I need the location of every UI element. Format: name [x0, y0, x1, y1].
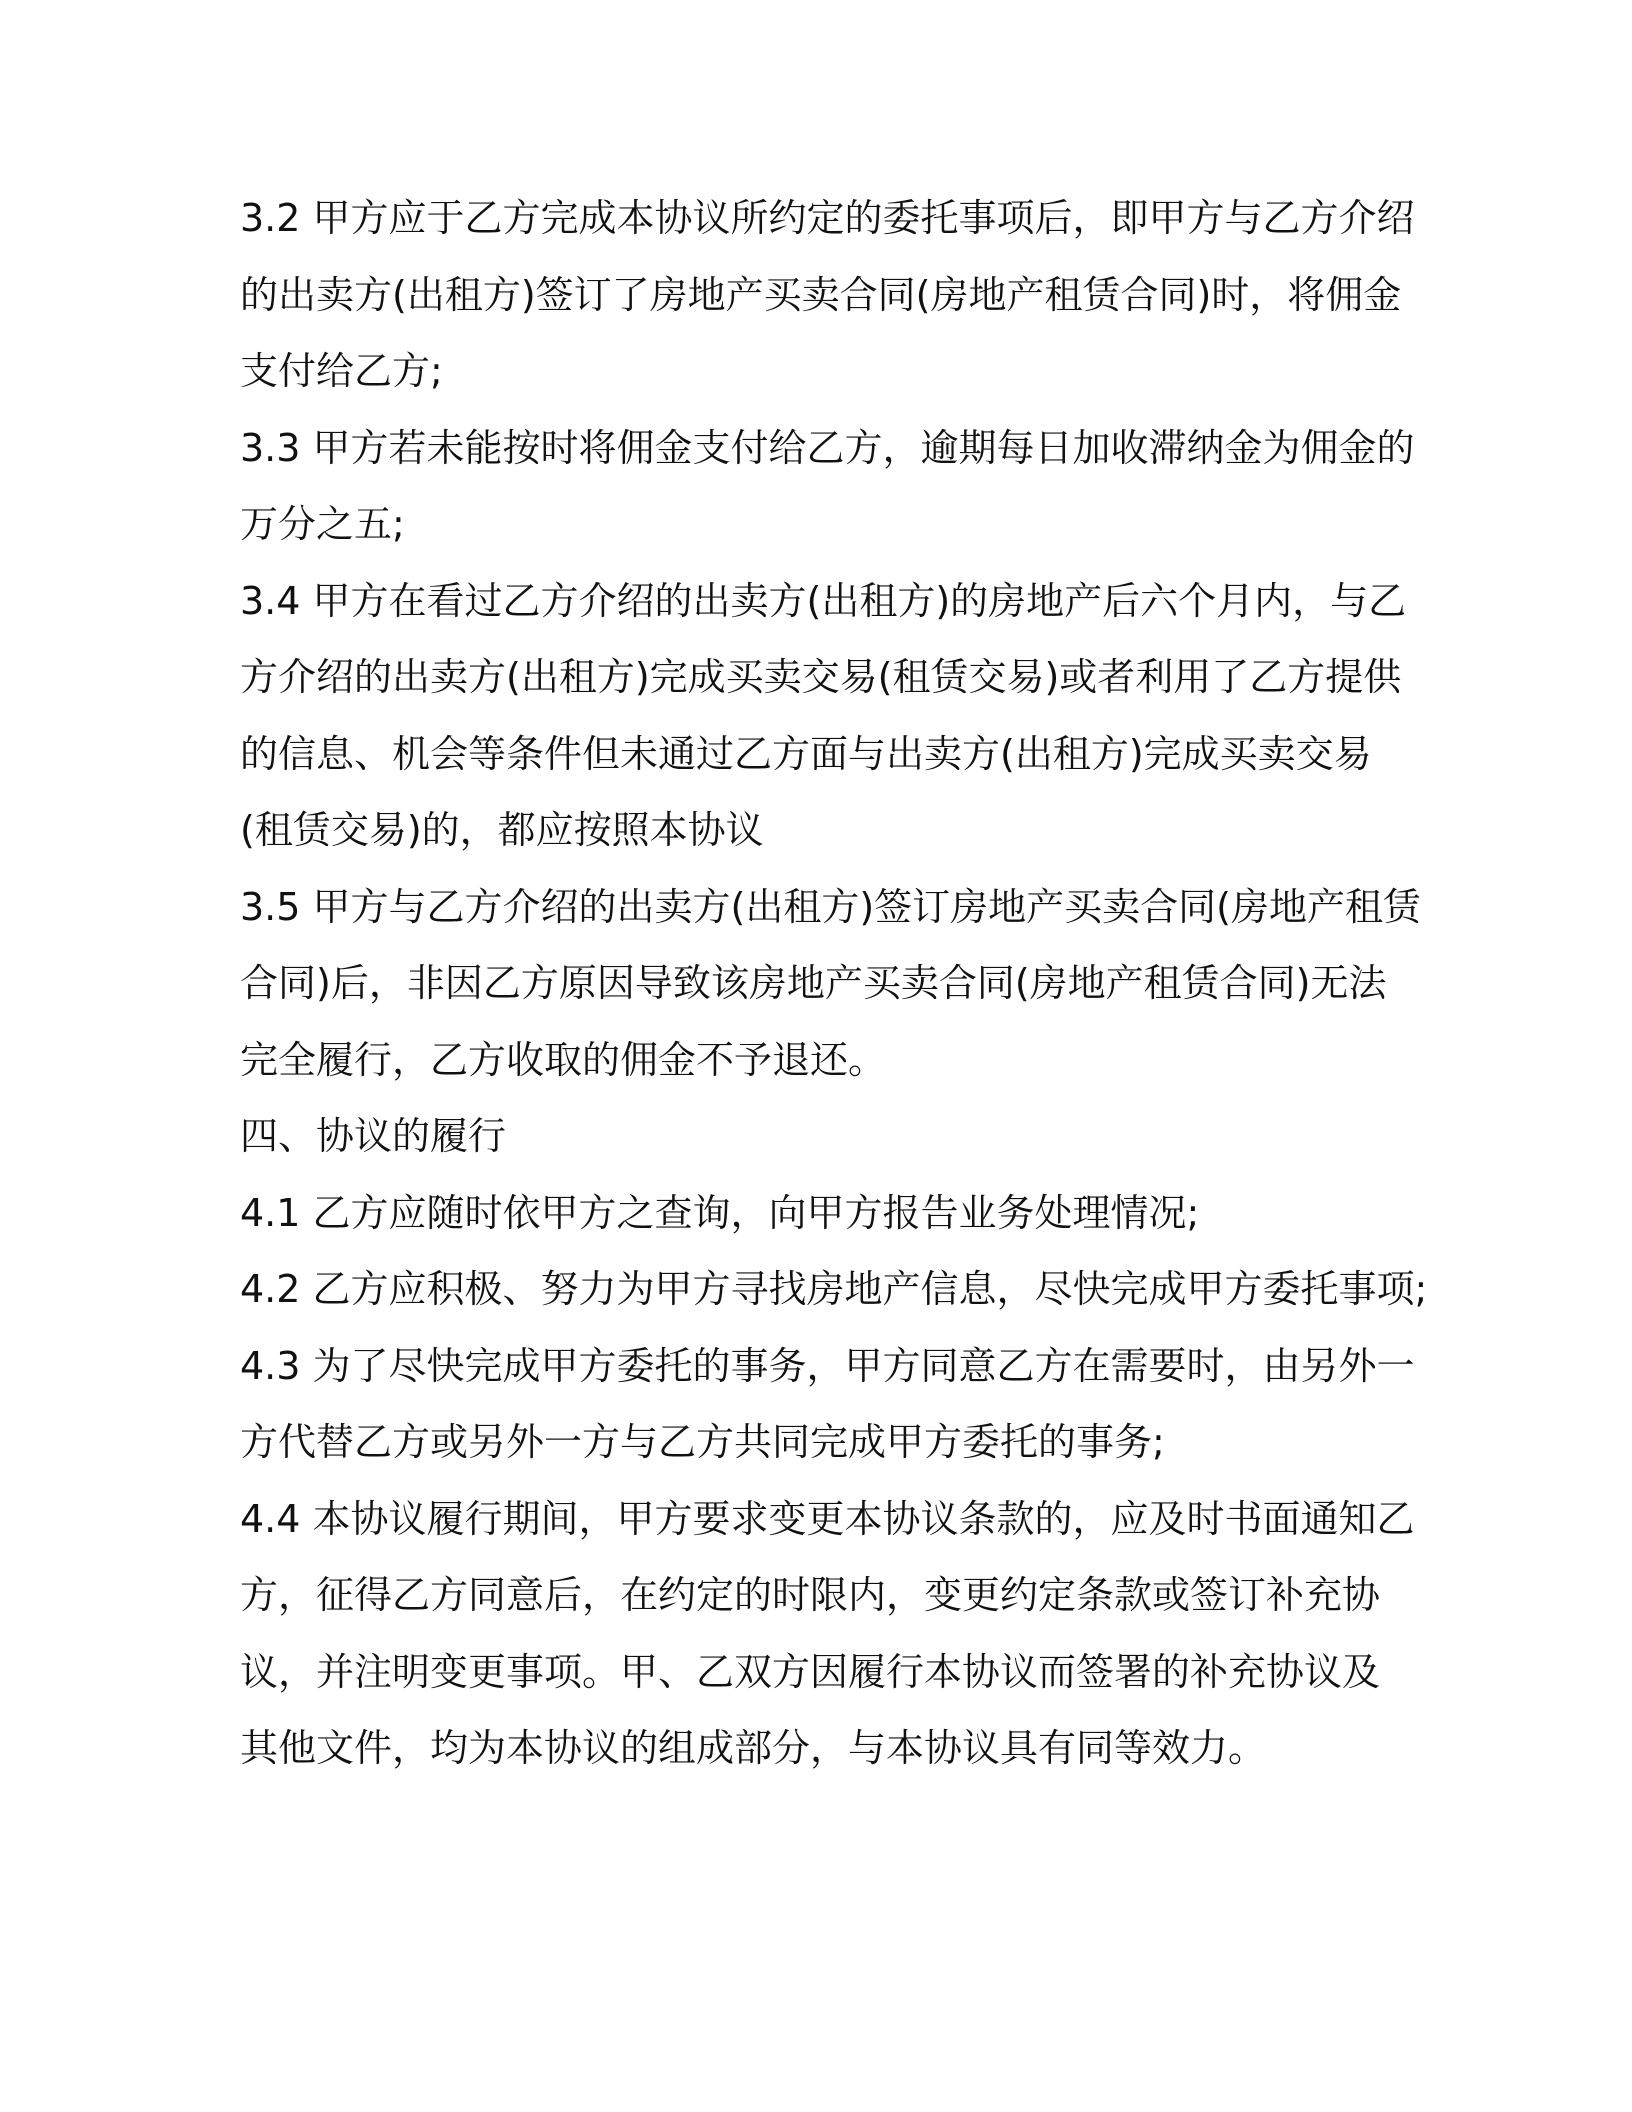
text-line: 的信息、机会等条件但未通过乙方面与出卖方(出租方)完成买卖交易 — [240, 731, 1372, 776]
text-line: 4.4 本协议履行期间，甲方要求变更本协议条款的，应及时书面通知乙 — [240, 1496, 1415, 1541]
text-line: 支付给乙方; — [240, 349, 443, 393]
text-line: 万分之五; — [240, 502, 405, 546]
text-line: 4.3 为了尽快完成甲方委托的事务，甲方同意乙方在需要时，由另外一 — [240, 1343, 1415, 1388]
text-line: 4.1 乙方应随时依甲方之查询，向甲方报告业务处理情况; — [240, 1190, 1200, 1235]
text-line: 方介绍的出卖方(出租方)完成买卖交易(租赁交易)或者利用了乙方提供 — [240, 655, 1402, 699]
text-line: (租赁交易)的，都应按照本协议 — [240, 808, 764, 852]
text-line: 议，并注明变更事项。甲、乙双方因履行本协议而签署的补充协议及 — [240, 1649, 1381, 1694]
text-line: 4.2 乙方应积极、努力为甲方寻找房地产信息，尽快完成甲方委托事项; — [240, 1267, 1428, 1311]
text-line: 其他文件，均为本协议的组成部分，与本协议具有同等效力。 — [240, 1726, 1267, 1770]
text-line: 合同)后，非因乙方原因导致该房地产买卖合同(房地产租赁合同)无法 — [240, 961, 1387, 1005]
text-line: 完全履行，乙方收取的佣金不予退还。 — [240, 1037, 887, 1082]
document-body — [240, 180, 1428, 1787]
text-line: 3.3 甲方若未能按时将佣金支付给乙方，逾期每日加收滞纳金为佣金的 — [240, 425, 1415, 470]
section-heading: 四、协议的履行 — [240, 1114, 507, 1158]
text-line: 方代替乙方或另外一方与乙方共同完成甲方委托的事务; — [240, 1420, 1165, 1464]
text-line: 3.2 甲方应于乙方完成本协议所约定的委托事项后，即甲方与乙方介绍 — [240, 196, 1415, 240]
text-line: 的出卖方(出租方)签订了房地产买卖合同(房地产租赁合同)时，将佣金 — [240, 272, 1402, 317]
text-line: 3.4 甲方在看过乙方介绍的出卖方(出租方)的房地产后六个月内，与乙 — [240, 578, 1407, 623]
text-line: 3.5 甲方与乙方介绍的出卖方(出租方)签订房地产买卖合同(房地产租赁 — [240, 884, 1421, 929]
text-line: 方，征得乙方同意后，在约定的时限内，变更约定条款或签订补充协 — [240, 1573, 1381, 1617]
